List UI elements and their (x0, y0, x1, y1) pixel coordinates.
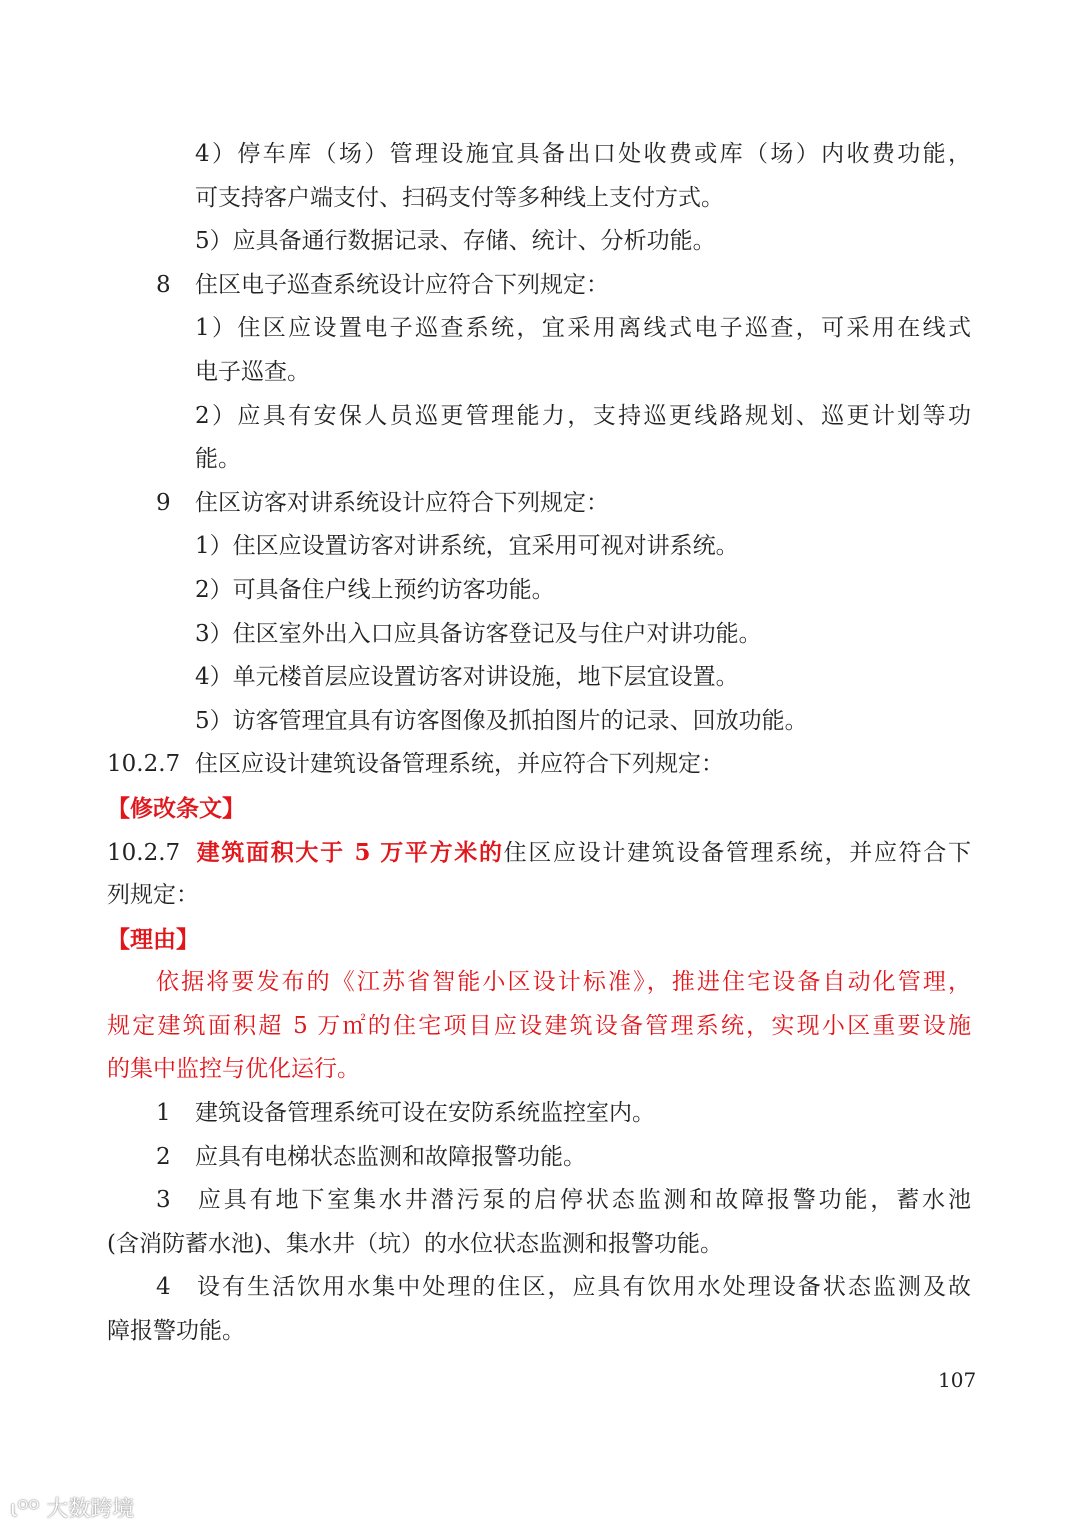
highlighted-text: 建筑面积大于 5 万平方米的 (195, 838, 504, 866)
text-line (107, 831, 971, 875)
line-text: 【理由】 (107, 925, 199, 953)
text-line (107, 220, 971, 264)
text-line (107, 700, 971, 744)
item-number: 8 (156, 271, 171, 298)
text-line (107, 1005, 971, 1049)
watermark-logo: ιᴼᴼ 大数跨境 (10, 1497, 135, 1522)
text-line (107, 1223, 971, 1267)
line-text: 5）访客管理宜具有访客图像及抓拍图片的记录、回放功能。 (195, 707, 808, 734)
text-line (107, 351, 971, 395)
text-line (107, 1136, 971, 1180)
line-text: 应具有电梯状态监测和故障报警功能。 (195, 1143, 586, 1170)
line-text: 住区应设计建筑设备管理系统，并应符合下列规定： (195, 751, 724, 778)
line-text: 的集中监控与优化运行。 (107, 1056, 360, 1083)
line-text: 住区应设计建筑设备管理系统，并应符合下 (503, 839, 971, 866)
watermark-text: 大数跨境 (46, 1497, 135, 1522)
document-body (107, 133, 971, 1354)
text-line (107, 395, 971, 439)
text-line (107, 264, 971, 308)
section-heading (107, 787, 971, 831)
item-number: 3 (156, 1187, 171, 1214)
clause-number: 10.2.7 (107, 839, 181, 866)
item-number: 4 (156, 1274, 171, 1301)
line-text: 可支持客户端支付、扫码支付等多种线上支付方式。 (195, 184, 724, 211)
clause-number: 10.2.7 (107, 751, 181, 778)
page-number: 107 (938, 1368, 977, 1392)
item-number: 1 (156, 1100, 171, 1127)
line-text: 3）住区室外出入口应具备访客登记及与住户对讲功能。 (195, 620, 762, 647)
text-line (107, 133, 971, 177)
line-text: 1）住区应设置电子巡查系统，宜采用离线式电子巡查，可采用在线式 (195, 315, 971, 342)
text-line (107, 1310, 971, 1354)
section-heading (107, 918, 971, 962)
item-number: 9 (156, 489, 171, 516)
line-text: 2）应具有安保人员巡更管理能力，支持巡更线路规划、巡更计划等功 (195, 402, 971, 429)
text-line (107, 525, 971, 569)
text-line (107, 177, 971, 221)
text-line (107, 1048, 971, 1092)
text-line (107, 961, 971, 1005)
text-line (107, 874, 971, 918)
line-text: 建筑设备管理系统可设在安防系统监控室内。 (195, 1100, 655, 1127)
line-text: (含消防蓄水池)、集水井（坑）的水位状态监测和报警功能。 (107, 1230, 723, 1257)
text-line (107, 1179, 971, 1223)
line-text: 设有生活饮用水集中处理的住区，应具有饮用水处理设备状态监测及故 (195, 1274, 971, 1301)
line-text: 电子巡查。 (195, 358, 310, 385)
text-line (107, 743, 971, 787)
item-number: 2 (156, 1143, 171, 1170)
line-text: 应具有地下室集水井潜污泵的启停状态监测和故障报警功能，蓄水池 (195, 1187, 971, 1214)
text-line (107, 569, 971, 613)
text-line (107, 438, 971, 482)
line-text: 5）应具备通行数据记录、存储、统计、分析功能。 (195, 228, 716, 255)
text-line (107, 656, 971, 700)
text-line (107, 1266, 971, 1310)
line-text: 【修改条文】 (107, 794, 245, 822)
line-text: 依据将要发布的《江苏省智能小区设计标准》，推进住宅设备自动化管理， (156, 969, 971, 996)
text-line (107, 307, 971, 351)
text-line (107, 482, 971, 526)
line-text: 住区电子巡查系统设计应符合下列规定： (195, 271, 609, 298)
line-text: 障报警功能。 (107, 1318, 245, 1345)
text-line (107, 613, 971, 657)
line-text: 列规定： (107, 882, 199, 909)
line-text: 4）停车库（场）管理设施宜具备出口处收费或库（场）内收费功能， (195, 141, 971, 167)
line-text: 能。 (195, 446, 241, 473)
line-text: 住区访客对讲系统设计应符合下列规定： (195, 489, 609, 516)
line-text: 规定建筑面积超 5 万㎡的住宅项目应设建筑设备管理系统，实现小区重要设施 (107, 1012, 971, 1039)
line-text: 2）可具备住户线上预约访客功能。 (195, 576, 555, 603)
line-text: 1）住区应设置访客对讲系统，宜采用可视对讲系统。 (195, 533, 739, 560)
line-text: 4）单元楼首层应设置访客对讲设施，地下层宜设置。 (195, 664, 739, 691)
text-line (107, 1092, 971, 1136)
